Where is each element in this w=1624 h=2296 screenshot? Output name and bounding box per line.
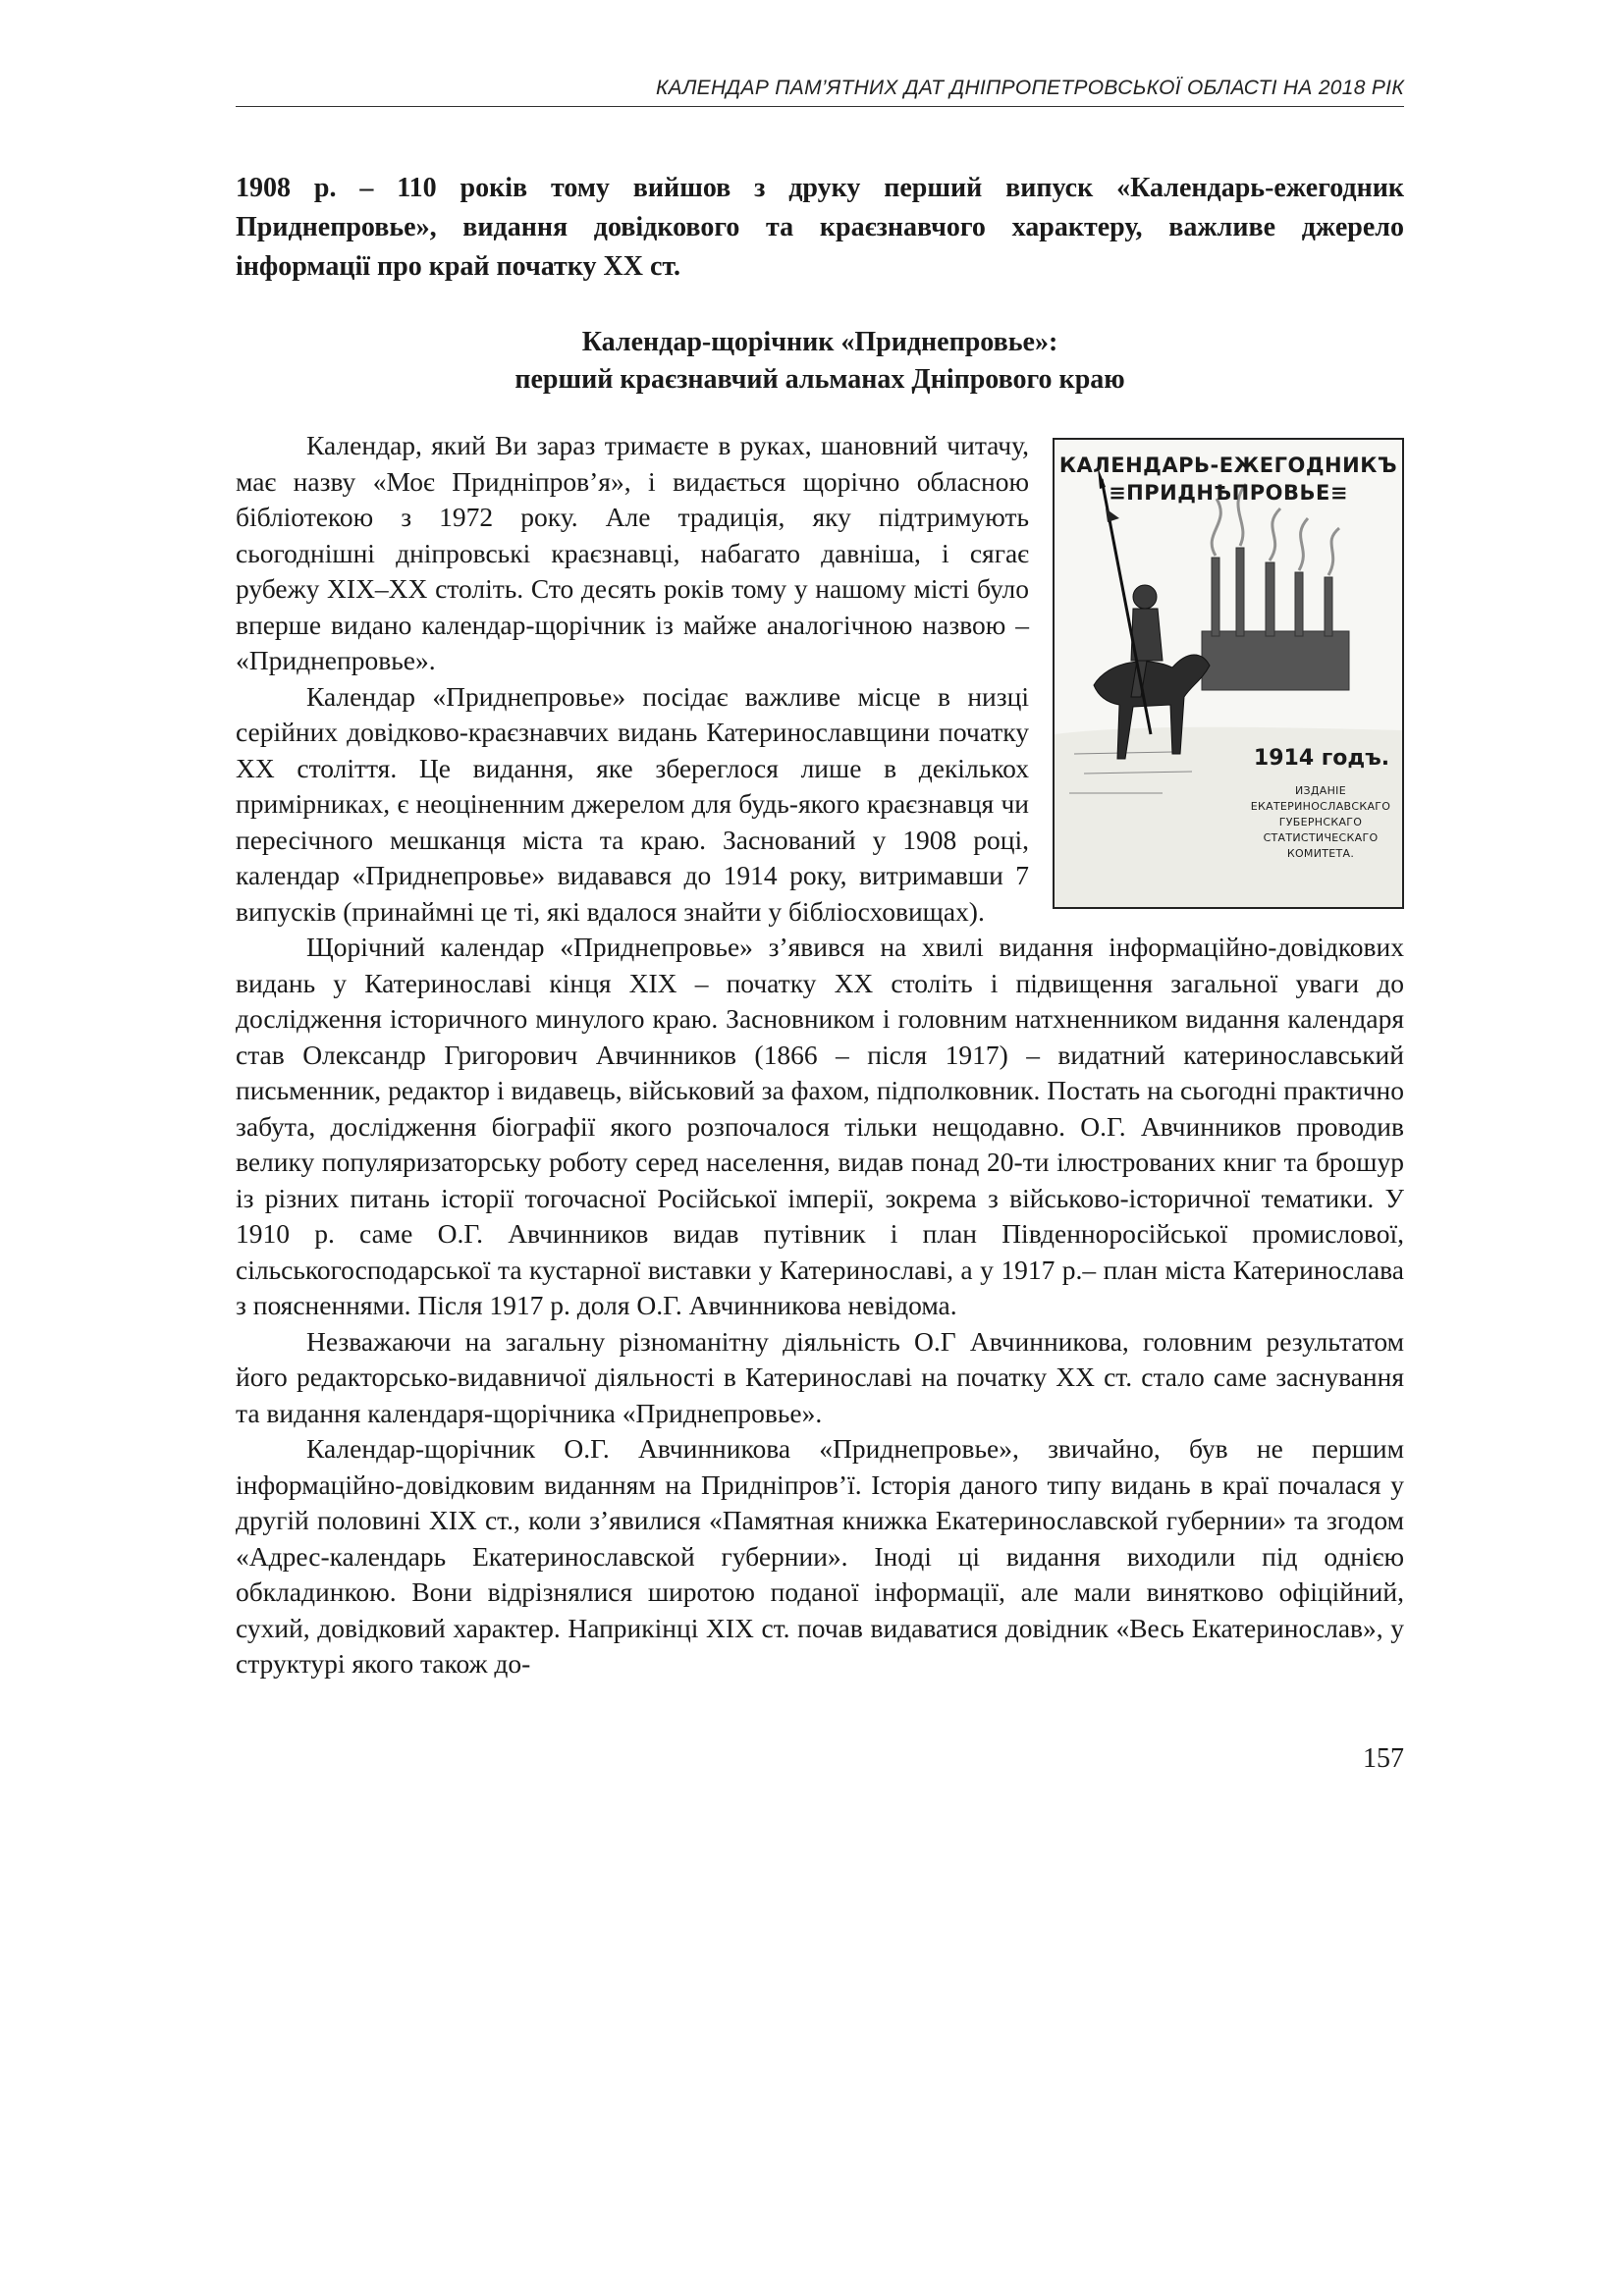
article-title-line-1: Календар-щорічник «Приднепровье»: xyxy=(581,327,1058,357)
cover-publisher-line: ГУБЕРНСКАГО xyxy=(1278,816,1363,828)
cover-title-line-1: КАЛЕНДАРЬ-ЕЖЕГОДНИКЪ xyxy=(1058,454,1398,477)
body-paragraph: Календар «Приднепровье» посідає важливе місце в низці серійних довідково-краєзнавчих видань Катеринославщини початку ХХ століття. Це видання, яке збереглося лише в декількох примірниках, є неоціненним джерелом для будь-якого краєзнавця чи пересічного мешканця міста та краю. Заснований у 1908 році, календар «Приднепровье» видавався до 1914 року, витримавши 7 випусків (принаймні це ті, які вдалося знайти у бібліосховищах). xyxy=(236,680,1029,927)
page-number: 157 xyxy=(1363,1743,1404,1774)
cover-publisher-line: СТАТИСТИЧЕСКАГО xyxy=(1263,831,1379,844)
cover-title xyxy=(1055,452,1402,507)
article-title-line-2: перший краєзнавчий альманах Дніпрового краю xyxy=(514,364,1125,395)
calendar-cover-image xyxy=(1053,438,1404,909)
cover-title-line-2: ≡ПРИДНѢПРОВЬЕ≡ xyxy=(1109,481,1348,505)
running-header: КАЛЕНДАР ПАМ’ЯТНИХ ДАТ ДНІПРОПЕТРОВСЬКОЇ ОБЛАСТІ НА 2018 РІК xyxy=(236,77,1404,107)
body-paragraph: Щорічний календар «Приднепровье» з’явився на хвилі видання інформаційно-довідкових видань у Катеринославі кінця ХІХ – початку ХХ століть і підвищення загальної уваги до дослідження історичного минулого краю. Засновником і головним натхненником видання календаря став Олександр Григорович Авчинников (1866 – після 1917) – видатний катеринославський письменник, редактор і видавець, військовий за фахом, підполковник. Постать на сьогодні практично забута, дослідження біографії якого розпочалося тільки нещодавно. О.Г. Авчинников проводив велику популяризаторську роботу серед населення, видав понад 20-ти ілюстрованих книг та брошур із різних питань історії тогочасної Російської імперії, зокрема з військово-історичної тематики. У 1910 р. саме О.Г. Авчинников видав путівник і план Південноросійської промислової, сільськогосподарської та кустарної виставки у Катеринославі, а у 1917 р.– план міста Катеринослава з поясненнями. Після 1917 р. доля О.Г. Авчинникова невідома. xyxy=(236,932,1404,1320)
cover-year: 1914 годъ. xyxy=(1253,746,1390,771)
body-paragraph: Незважаючи на загальну різноманітну діяльність О.Г Авчинникова, головним результатом його редакторсько-видавничої діяльності в Катеринославі на початку ХХ ст. стало саме заснування та видання календаря-щорічника «Приднепровье». xyxy=(236,1325,1404,1428)
article-title xyxy=(236,324,1404,399)
article-body xyxy=(236,428,1404,1682)
body-paragraph: Календар, який Ви зараз тримаєте в руках, шановний читачу, має назву «Моє Придніпров’я», і видається щорічно обласною бібліотекою з 1972 року. Але традиція, яку підтримують сьогоднішні дніпровські краєзнавці, набагато давніша, і сягає рубежу ХІХ–ХХ століть. Сто десять років тому у нашому місті було вперше видано календар-щорічник із майже аналогічною назвою – «Приднепровье». xyxy=(236,430,1029,675)
cover-publisher-line: ЕКАТЕРИНОСЛАВСКАГО xyxy=(1250,800,1391,813)
cover-publisher-line: КОМИТЕТА. xyxy=(1286,847,1355,860)
cover-publisher xyxy=(1247,783,1394,862)
page-content xyxy=(236,169,1404,1682)
body-paragraph: Календар-щорічник О.Г. Авчинникова «Приднепровье», звичайно, був не першим інформаційно-довідковим виданням на Придніпров’ї. Історія даного типу видань в краї почалася у другій половині ХІХ ст., коли з’явилися «Памятная книжка Екатеринославской губернии» та згодом «Адрес-календарь Екатеринославской губернии». Іноді ці видання виходили під однією обкладинкою. Вони відрізнялися широтою поданої інформації, але мали винятково офіційний, сухий, довідковий характер. Наприкінці ХІХ ст. почав видаватися довідник «Весь Екатеринослав», у структурі якого також до- xyxy=(236,1433,1404,1679)
intro-paragraph: 1908 р. – 110 років тому вийшов з друку перший випуск «Календарь-ежегодник Приднепровье», видання довідкового та краєзнавчого характеру, важливе джерело інформації про край початку ХХ ст. xyxy=(236,173,1404,282)
cover-publisher-line: ИЗДАНІЕ xyxy=(1295,784,1346,797)
